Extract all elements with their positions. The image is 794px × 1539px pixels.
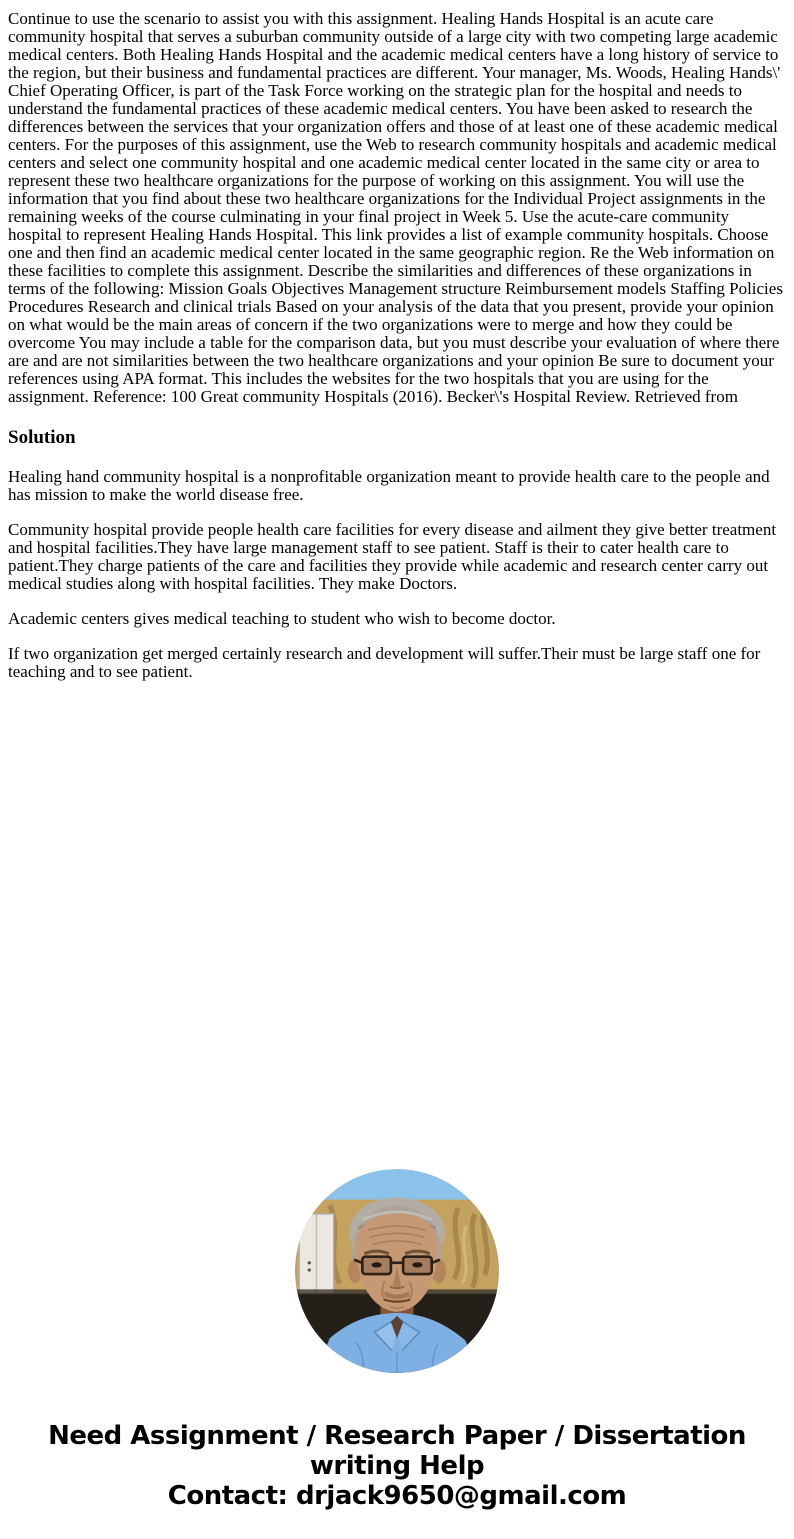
footer-contact-email: Contact: drjack9650@gmail.com — [167, 1481, 627, 1511]
footer-heading-line-1: Need Assignment / Research Paper / Dissertation — [48, 1421, 746, 1451]
tutor-avatar — [295, 1169, 499, 1373]
solution-paragraph-4: If two organization get merged certainly research and development will suffer.Their must be large staff one for teaching and to see patient. — [8, 644, 761, 681]
solution-paragraph-1: Healing hand community hospital is a nonprofitable organization meant to provide health care to the people and has mission to make the world disease free. — [8, 467, 770, 504]
tutor-photo — [295, 1169, 499, 1373]
solution-paragraph-3: Academic centers gives medical teaching to student who wish to become doctor. — [8, 609, 556, 628]
footer-banner — [8, 1421, 786, 1511]
solution-heading: Solution — [8, 427, 76, 448]
intro-paragraph: Continue to use the scenario to assist you with this assignment. Healing Hands Hospital is an acute care community hospital that serves a suburban community outside of a large city with two competing large academic medical centers. Both Healing Hands Hospital and the academic medical centers have a long history of service to the region, but their business and fundamental practices are different. Your manager, Ms. Woods, Healing Hands\' Chief Operating Officer, is part of the Task Force working on the strategic plan for the hospital and needs to understand the fundamental practices of these academic medical centers. You have been asked to research the differences between the services that your organization offers and those of at least one of these academic medical centers. For the purposes of this assignment, use the Web to research community hospitals and academic medical centers and select one community hospital and one academic medical center located in the same city or area to represent these two healthcare organizations for the purpose of working on this assignment. You will use the information that you find about these two healthcare organizations for the Individual Project assignments in the remaining weeks of the course culminating in your final project in Week 5. Use the acute-care community hospital to represent Healing Hands Hospital. This link provides a list of example community hospitals. Choose one and then find an academic medical center located in the same geographic region. Re the Web information on these facilities to complete this assignment. Describe the similarities and differences of these organizations in terms of the following: Mission Goals Objectives Management structure Reimbursement models Staffing Policies Procedures Research and clinical trials Based on your analysis of the data that you present, provide your opinion on what would be the main areas of concern if the two organizations were to merge and how they could be overcome You may include a table for the comparison data, but you must describe your evaluation of where there are and are not similarities between the two healthcare organizations and your opinion Be sure to document your references using APA format. This includes the websites for the two hospitals that you are using for the assignment. Reference: 100 Great community Hospitals (2016). Becker\'s Hospital Review. Retrieved from — [8, 9, 783, 406]
document-body — [8, 10, 786, 681]
solution-paragraph-2: Community hospital provide people health care facilities for every disease and ailment they give better treatment and hospital facilities.They have large management staff to see patient. Staff is their to cater health care to patient.They charge patients of the care and facilities they provide while academic and research center carry out medical studies along with hospital facilities. They make Doctors. — [8, 520, 777, 593]
footer-heading-line-2: writing Help — [309, 1451, 485, 1481]
